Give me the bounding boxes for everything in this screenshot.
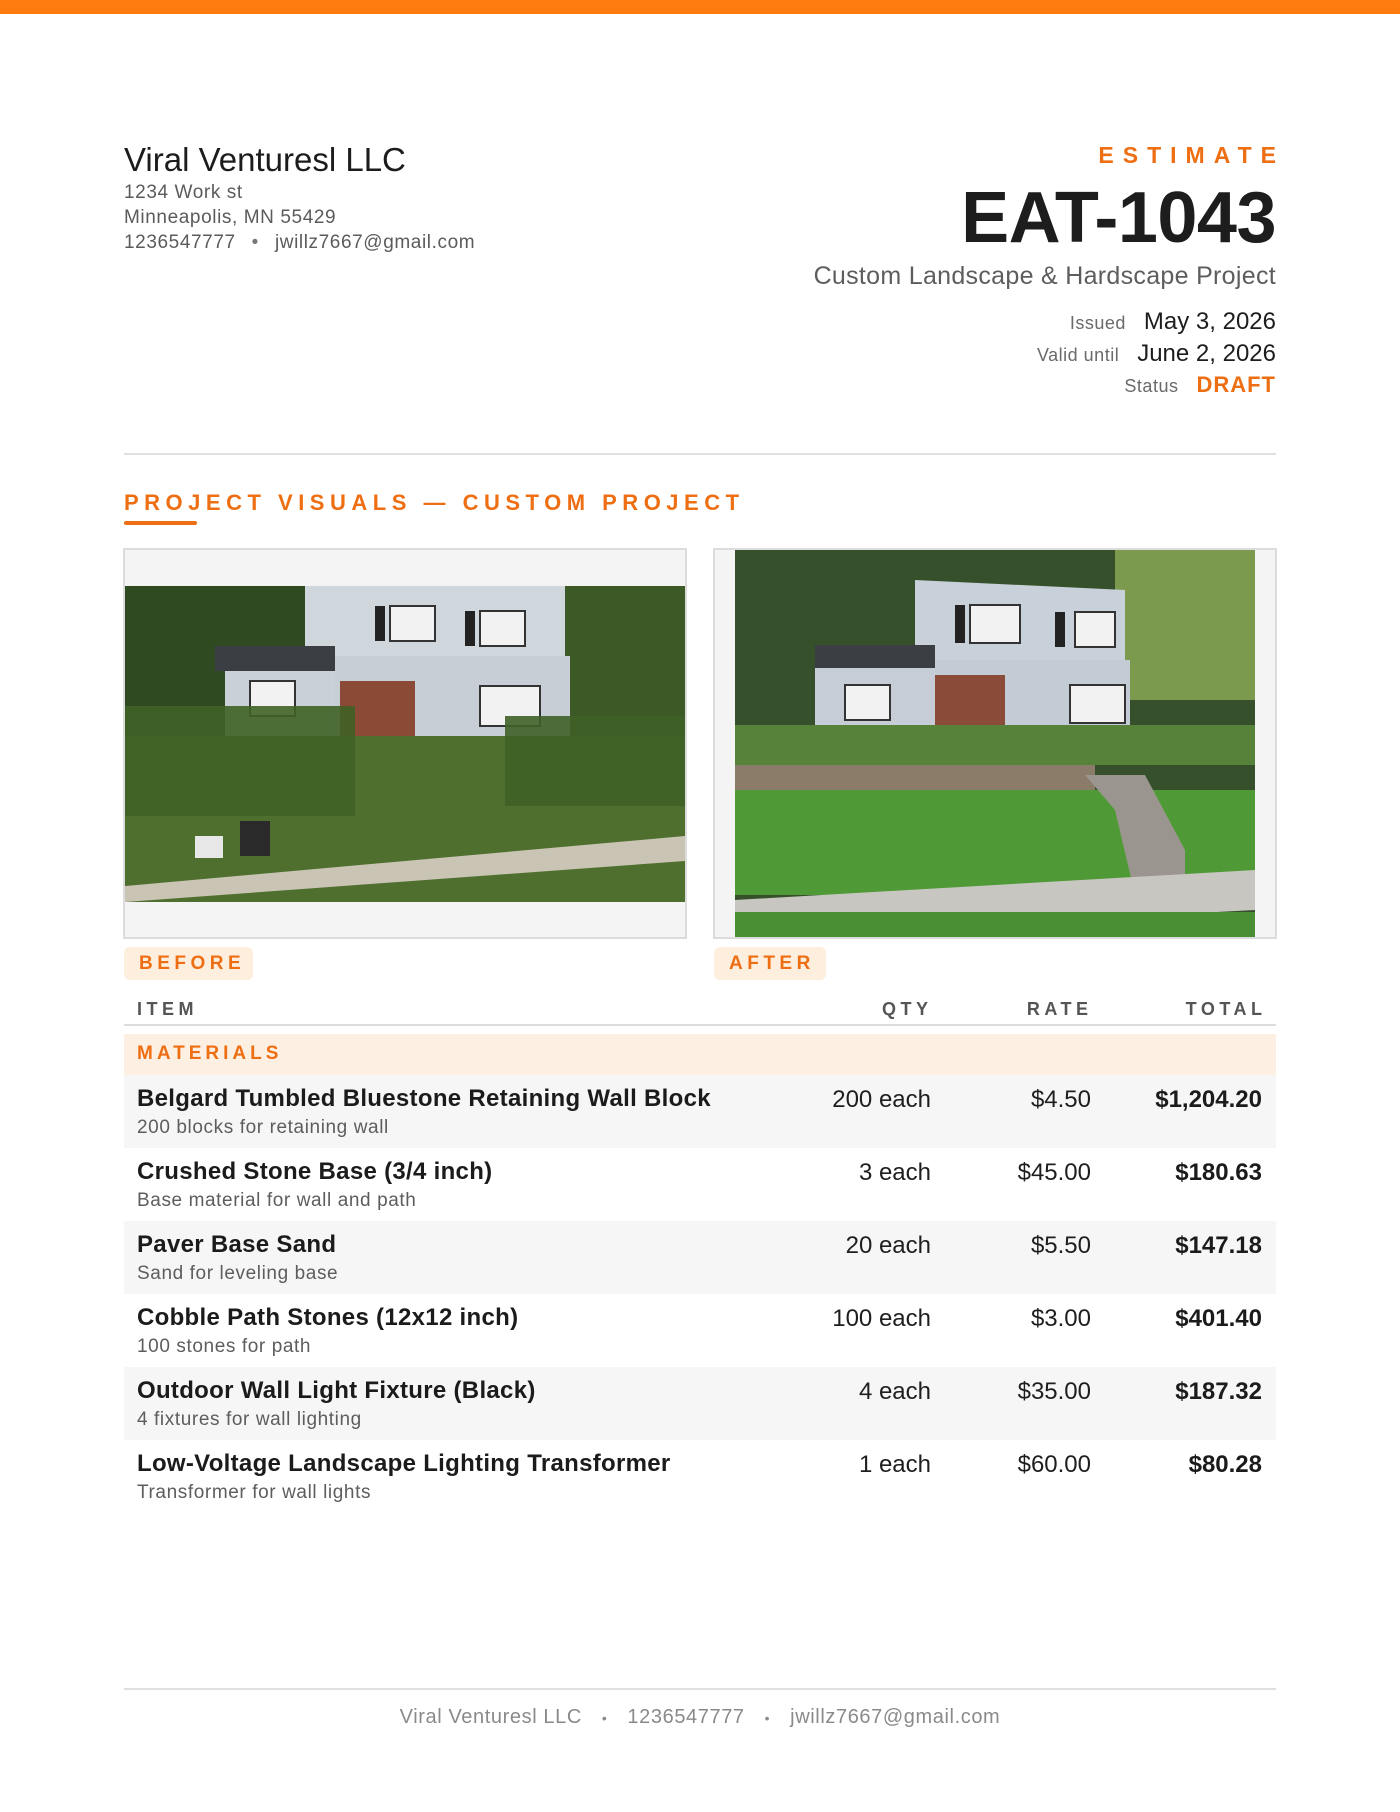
company-phone: 1236547777 (124, 232, 236, 253)
item-title: Cobble Path Stones (12x12 inch) (137, 1304, 519, 1331)
table-row (124, 1221, 1276, 1294)
company-address-line1: 1234 Work st (124, 182, 243, 203)
item-rate: $4.50 (1030, 1086, 1091, 1113)
before-tag: BEFORE (124, 947, 253, 980)
bullet-separator: • (251, 232, 259, 253)
estimate-block (813, 140, 1285, 404)
status-label: Status (1124, 376, 1179, 396)
item-qty: 3 each (858, 1159, 931, 1186)
item-title: Crushed Stone Base (3/4 inch) (137, 1158, 493, 1185)
item-rate: $60.00 (1017, 1451, 1091, 1478)
header-divider (124, 453, 1276, 455)
item-description: 100 stones for path (137, 1336, 312, 1357)
item-title: Paver Base Sand (137, 1231, 337, 1258)
top-accent-bar (0, 0, 1400, 14)
item-rate: $5.50 (1030, 1232, 1091, 1259)
table-row (124, 1367, 1276, 1440)
footer-divider (124, 1688, 1276, 1690)
item-description: 200 blocks for retaining wall (137, 1117, 389, 1138)
document-header (124, 140, 1285, 410)
footer-email: jwillz7667@gmail.com (790, 1706, 1001, 1728)
item-rate: $35.00 (1017, 1378, 1091, 1405)
item-total: $1,204.20 (1155, 1086, 1262, 1113)
estimate-subtitle: Custom Landscape & Hardscape Project (813, 262, 1276, 290)
company-name: Viral Venturesl LLC (124, 141, 406, 178)
item-description: 4 fixtures for wall lighting (137, 1409, 362, 1430)
table-row (124, 1148, 1276, 1221)
item-description: Transformer for wall lights (137, 1482, 372, 1503)
status-row (814, 372, 1276, 404)
item-qty: 200 each (832, 1086, 931, 1113)
estimate-label: ESTIMATE (1098, 142, 1285, 168)
after-house-image (715, 550, 1275, 937)
estimate-meta (814, 308, 1276, 404)
item-qty: 20 each (845, 1232, 931, 1259)
footer-phone: 1236547777 (627, 1706, 745, 1728)
item-description: Sand for leveling base (137, 1263, 339, 1284)
project-visuals-title: PROJECT VISUALS — CUSTOM PROJECT (124, 490, 745, 515)
estimate-number: EAT-1043 (961, 178, 1276, 258)
company-address-line2: Minneapolis, MN 55429 (124, 207, 337, 228)
table-row (124, 1075, 1276, 1148)
materials-group-row (124, 1034, 1276, 1075)
section-title-underline (124, 521, 197, 525)
before-photo (123, 548, 687, 939)
header-total: TOTAL (1185, 999, 1267, 1019)
company-email: jwillz7667@gmail.com (274, 232, 476, 253)
header-rate: RATE (1026, 999, 1093, 1019)
header-qty: QTY (881, 999, 933, 1019)
item-description: Base material for wall and path (137, 1190, 417, 1211)
item-qty: 4 each (858, 1378, 931, 1405)
bullet-separator: • (764, 1709, 771, 1726)
page-footer (0, 1706, 1400, 1729)
status-badge: DRAFT (1196, 372, 1276, 397)
bullet-separator: • (601, 1709, 608, 1726)
item-total: $187.32 (1175, 1378, 1262, 1405)
item-title: Belgard Tumbled Bluestone Retaining Wall Block (137, 1085, 711, 1112)
issued-value: May 3, 2026 (1143, 308, 1276, 335)
item-rate: $3.00 (1030, 1305, 1091, 1332)
item-qty: 100 each (832, 1305, 931, 1332)
issued-row (814, 308, 1276, 340)
valid-until-row (814, 340, 1276, 372)
table-row (124, 1440, 1276, 1513)
item-total: $80.28 (1188, 1451, 1262, 1478)
item-rate: $45.00 (1017, 1159, 1091, 1186)
after-tag: AFTER (714, 947, 826, 980)
valid-until-label: Valid until (1036, 345, 1120, 365)
item-total: $147.18 (1175, 1232, 1262, 1259)
item-total: $180.63 (1175, 1159, 1262, 1186)
item-qty: 1 each (858, 1451, 931, 1478)
line-items-table (124, 996, 1276, 1513)
materials-group-label: MATERIALS (137, 1043, 283, 1064)
before-house-image (125, 550, 685, 937)
valid-until-value: June 2, 2026 (1137, 340, 1276, 367)
header-item: ITEM (137, 999, 198, 1019)
issued-label: Issued (1069, 313, 1126, 333)
item-title: Low-Voltage Landscape Lighting Transformer (137, 1450, 671, 1477)
item-total: $401.40 (1175, 1305, 1262, 1332)
company-contact (124, 230, 475, 255)
item-title: Outdoor Wall Light Fixture (Black) (137, 1377, 536, 1404)
after-photo (713, 548, 1277, 939)
footer-company: Viral Venturesl LLC (399, 1706, 582, 1728)
table-header (124, 996, 1276, 1026)
table-row (124, 1294, 1276, 1367)
company-block (124, 140, 475, 255)
